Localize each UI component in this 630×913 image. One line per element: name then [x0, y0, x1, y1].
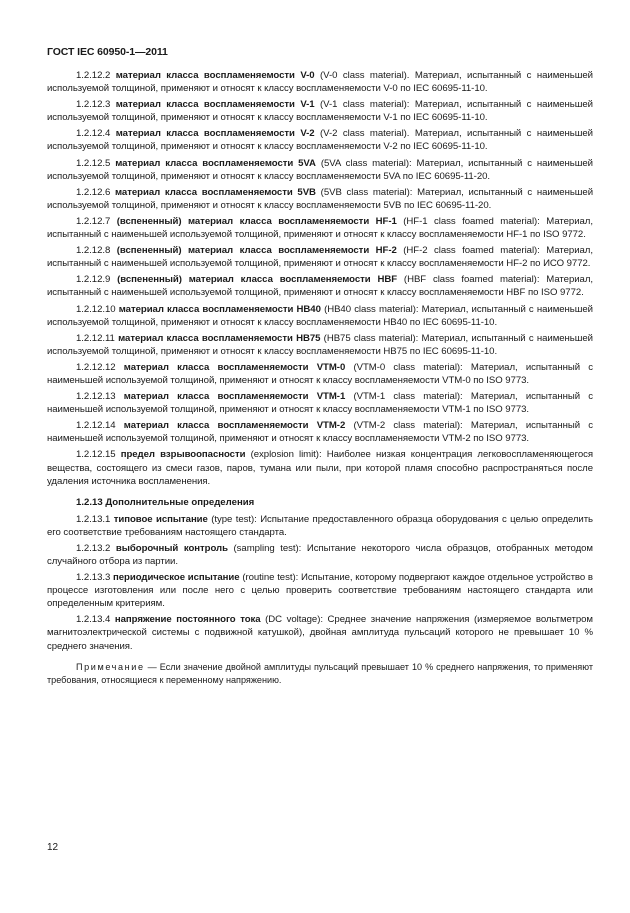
- definition-number: 1.2.12.11: [76, 332, 115, 344]
- definition-paragraph: [47, 186, 593, 212]
- definition-paragraph: [47, 513, 593, 539]
- note-text: — Если значение двойной амплитуды пульсаций превышает 10 % среднего напряжения, то применяют требования, относящиеся к переменному напряжению.: [47, 661, 594, 685]
- definition-text: Материал, испытанный с наименьшей используемой толщиной, применяют и относят к классу воспламеняемости HB75 по IEC 60695-11-10.: [47, 332, 593, 357]
- definition-number: 1.2.13.3: [76, 572, 111, 584]
- definition-english: (explosion limit):: [250, 449, 322, 461]
- definition-english: (type test):: [211, 513, 257, 525]
- definition-term: (вспененный) материал класса воспламеняемости HBF: [117, 274, 398, 286]
- definition-number: 1.2.12.9: [76, 274, 111, 286]
- definition-english: (VTM-1 class material):: [353, 391, 463, 403]
- definition-text: Материал, испытанный с наименьшей используемой толщиной, применяют и относят к классу воспламеняемости HBF по ISO 9772.: [47, 274, 593, 299]
- definition-number: 1.2.12.15: [76, 449, 116, 461]
- definition-text: Материал, испытанный с наименьшей используемой толщиной, применяют и относят к классу воспламеняемости V-2 по IEC 60695-11-10.: [47, 128, 593, 153]
- definition-number: 1.2.12.6: [76, 186, 111, 198]
- definition-paragraph: [47, 542, 593, 568]
- definition-paragraph: [47, 69, 593, 95]
- definition-text: Материал, испытанный с наименьшей используемой толщиной, применяют и относят к классу воспламеняемости HB40 по IEC 60695-11-10.: [47, 303, 593, 328]
- definition-english: (HF-1 class foamed material):: [403, 215, 540, 227]
- definition-english: (routine test):: [242, 572, 299, 584]
- definition-number: 1.2.12.12: [76, 361, 116, 373]
- note-label: Примечание: [76, 661, 145, 672]
- definition-text: Материал, испытанный с наименьшей используемой толщиной, применяют и относят к классу воспламеняемости VTM-0 по ISO 9773.: [47, 361, 594, 386]
- definition-english: (HB75 class material):: [323, 332, 419, 344]
- definition-text: Материал, испытанный с наименьшей используемой толщиной, применяют и относят к классу воспламеняемости 5VA по IEC 60695-11-20.: [47, 157, 593, 182]
- definition-term: материал класса воспламеняемости VTM-1: [123, 391, 346, 403]
- definition-english: (V-1 class material):: [320, 99, 410, 111]
- definition-text: Материал, испытанный с наименьшей используемой толщиной, применяют и относят к классу воспламеняемости 5VB по IEC 60695-11-20.: [47, 186, 594, 211]
- definition-paragraph: [47, 571, 593, 610]
- definition-paragraph: [47, 303, 593, 329]
- definition-english: (5VB class material):: [320, 186, 413, 198]
- definition-number: 1.2.12.14: [76, 420, 116, 432]
- definition-number: 1.2.13.1: [76, 513, 111, 525]
- definition-text: Материал, испытанный с наименьшей используемой толщиной, применяют и относят к классу воспламеняемости V-0 по IEC 60695-11-10.: [47, 70, 593, 95]
- definition-term: (вспененный) материал класса воспламеняемости HF-2: [116, 245, 397, 257]
- definition-term: (вспененный) материал класса воспламеняемости HF-1: [116, 215, 397, 227]
- document-page: [47, 46, 593, 687]
- definition-text: Материал, испытанный с наименьшей используемой толщиной, применяют и относят к классу воспламеняемости V-1 по IEC 60695-11-10.: [47, 99, 593, 124]
- definition-english: (5VA class material):: [320, 157, 412, 169]
- definition-paragraph: [47, 244, 593, 270]
- definition-text: Испытание предоставленного образца оборудования с целью определить его соответствие требованиям настоящего стандарта.: [47, 513, 593, 538]
- definition-term: материал класса воспламеняемости V-1: [115, 99, 315, 111]
- definition-paragraph: [47, 448, 593, 487]
- definition-term: материал класса воспламеняемости 5VB: [115, 186, 316, 198]
- definition-text: Испытание некоторого числа образцов, отобранных методом случайного отбора из партии.: [47, 542, 593, 567]
- definition-paragraph: [47, 157, 593, 183]
- definition-number: 1.2.12.3: [76, 99, 111, 111]
- definition-english: (HB40 class material):: [324, 303, 419, 315]
- definition-paragraph: [47, 361, 593, 387]
- definition-term: материал класса воспламеняемости HB40: [118, 303, 321, 315]
- definition-text: Материал, испытанный с наименьшей используемой толщиной, применяют и относят к классу воспламеняемости HF-1 по ISO 9772.: [47, 215, 593, 241]
- definition-english: (DC voltage):: [265, 614, 323, 626]
- additional-definitions-list: [47, 513, 593, 653]
- definition-term: периодическое испытание: [113, 572, 240, 584]
- definition-paragraph: [47, 419, 593, 445]
- page-number: 12: [47, 842, 59, 853]
- definition-number: 1.2.12.2: [76, 70, 111, 81]
- definition-text: Среднее значение напряжения (измеряемое вольтметром магнитоэлектрической системы с подвижной катушкой), двойная амплитуда пульсаций которого не превышает 10 % среднего значения.: [47, 614, 593, 652]
- definition-paragraph: [47, 613, 593, 652]
- definition-english: (V-0 class material).: [320, 70, 410, 81]
- definition-number: 1.2.13.2: [76, 542, 111, 554]
- document-header: ГОСТ IEC 60950-1—2011: [47, 46, 168, 58]
- definition-number: 1.2.12.10: [76, 303, 116, 315]
- definition-paragraph: [47, 390, 593, 416]
- definition-term: материал класса воспламеняемости VTM-0: [123, 361, 346, 373]
- definition-number: 1.2.12.7: [76, 215, 111, 227]
- definition-text: Испытание, которому подвергают каждое отдельное устройство в процессе изготовления или после него с целью проверить соответствие требованиям настоящего стандарта или определенным критериям.: [47, 572, 593, 610]
- section-heading: 1.2.13 Дополнительные определения: [76, 496, 255, 508]
- definition-english: (VTM-2 class material):: [353, 420, 463, 432]
- definition-term: материал класса воспламеняемости V-2: [115, 128, 315, 140]
- definition-term: напряжение постоянного тока: [114, 614, 261, 626]
- definition-paragraph: [47, 273, 593, 299]
- definition-term: материал класса воспламеняемости HB75: [118, 332, 321, 344]
- definition-paragraph: [47, 127, 593, 153]
- definition-term: типовое испытание: [113, 513, 208, 525]
- definition-english: (HBF class foamed material):: [403, 274, 540, 286]
- definition-number: 1.2.13.4: [76, 614, 111, 626]
- definition-paragraph: [47, 332, 593, 358]
- definition-number: 1.2.12.8: [76, 245, 111, 257]
- definition-text: Материал, испытанный с наименьшей используемой толщиной, применяют и относят к классу воспламеняемости VTM-2 по ISO 9773.: [47, 420, 594, 445]
- definition-term: материал класса воспламеняемости VTM-2: [123, 420, 346, 432]
- definition-english: (VTM-0 class material):: [353, 361, 463, 373]
- definition-text: Материал, испытанный с наименьшей используемой толщиной, применяют и относят к классу воспламеняемости HF-2 по ИСО 9772.: [47, 245, 593, 270]
- definition-term: выборочный контроль: [115, 542, 228, 554]
- definition-english: (sampling test):: [233, 542, 302, 554]
- definition-paragraph: [47, 98, 593, 124]
- definitions-list: [47, 69, 593, 488]
- definition-english: (HF-2 class foamed material):: [403, 245, 540, 257]
- definition-paragraph: [47, 215, 593, 241]
- definition-number: 1.2.12.13: [76, 391, 116, 403]
- definition-english: (V-2 class material).: [320, 128, 410, 140]
- definition-term: материал класса воспламеняемости 5VA: [115, 157, 316, 169]
- definition-text: Наиболее низкая концентрация легковоспламеняющегося вещества, состоящего из смеси газов, паров, тумана или пыли, при которой пламя способно распространяться после удаления источника воспламенения.: [47, 449, 594, 487]
- definition-number: 1.2.12.4: [76, 128, 111, 140]
- definition-text: Материал, испытанный с наименьшей используемой толщиной, применяют и относят к классу воспламеняемости VTM-1 по ISO 9773.: [47, 391, 594, 416]
- note: [47, 661, 593, 687]
- definition-term: материал класса воспламеняемости V-0: [115, 70, 315, 81]
- definition-number: 1.2.12.5: [76, 157, 111, 169]
- definition-term: предел взрывоопасности: [120, 449, 246, 461]
